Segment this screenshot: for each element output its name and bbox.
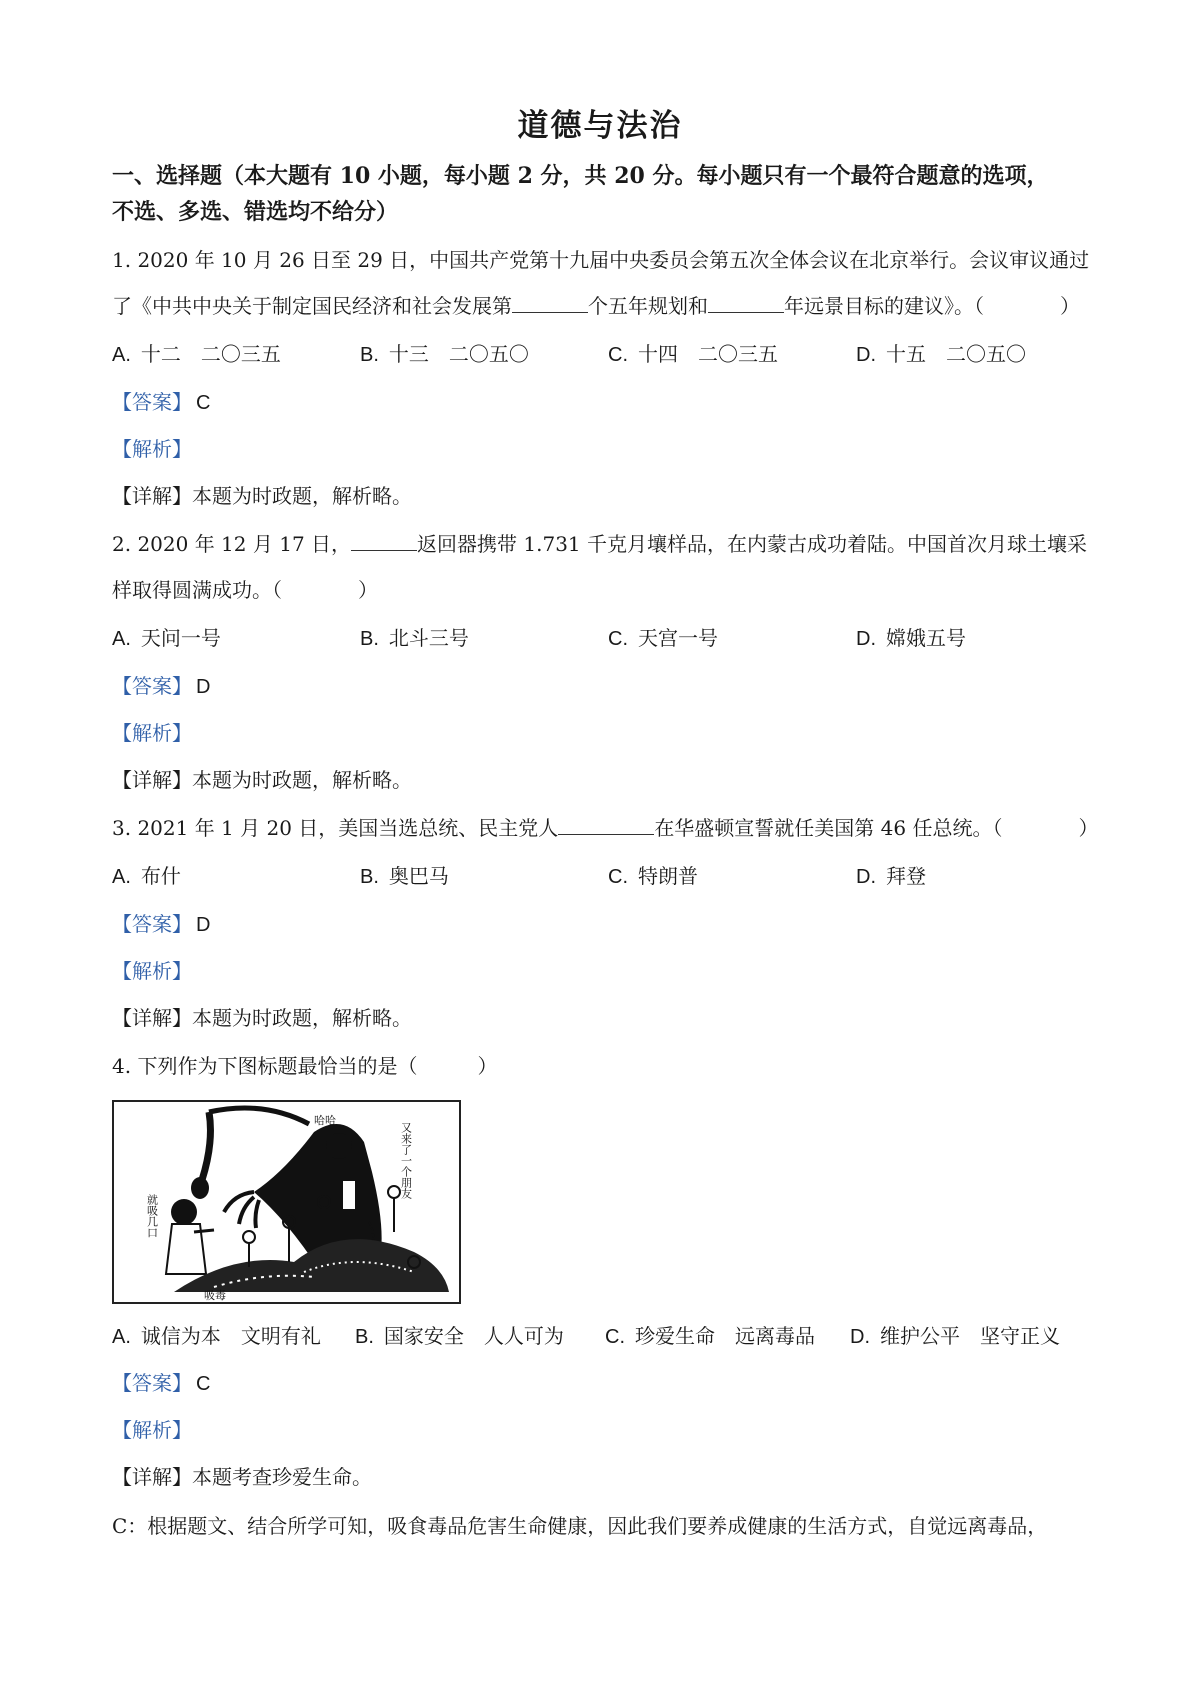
q4-option-c: C. 珍爱生命 远离毒品 <box>605 1324 815 1348</box>
q3-option-d: D. 拜登 <box>856 864 926 888</box>
q4-option-b: B. 国家安全 人人可为 <box>355 1324 564 1348</box>
q1-option-b: B. 十三 二〇五〇 <box>360 342 529 366</box>
q3-blank <box>558 816 654 835</box>
q3-option-c: C. 特朗普 <box>608 864 698 888</box>
q2-option-b: B. 北斗三号 <box>360 626 469 650</box>
q3-option-b: B. 奥巴马 <box>360 864 449 888</box>
q1-answer: 【答案】 C <box>112 390 211 414</box>
q3-line1: 3. 2021 年 1 月 20 日，美国当选总统、民主党人 在华盛顿宣誓就任美国第 46 任总统。（ ） <box>112 816 1099 840</box>
cartoon-illustration <box>114 1102 459 1302</box>
q1-option-a: A. 十二 二〇三五 <box>112 342 281 366</box>
q1-line2 <box>112 290 1080 319</box>
cartoon-laugh-text: 哈哈 <box>314 1114 336 1127</box>
q2-blank <box>351 532 417 551</box>
q4-line1: 4. 下列作为下图标题最恰当的是（ ） <box>112 1054 498 1078</box>
q3-option-a: A. 布什 <box>112 864 181 888</box>
section-heading-line2: 不选、多选、错选均不给分） <box>112 199 399 225</box>
q1-detail: 【详解】本题为时政题，解析略。 <box>112 484 412 508</box>
page-title: 道德与法治 <box>517 108 683 144</box>
q2-option-a: A. 天问一号 <box>112 626 221 650</box>
section-heading-line1: 一、选择题（本大题有 10 小题，每小题 2 分，共 20 分。每小题只有一个最符合题意的选项， <box>112 163 1049 189</box>
q4-option-a: A. 诚信为本 文明有礼 <box>112 1324 321 1348</box>
q4-analysis: 【解析】 <box>112 1418 192 1442</box>
q2-answer: 【答案】 D <box>112 674 211 698</box>
q3-detail: 【详解】本题为时政题，解析略。 <box>112 1006 412 1030</box>
q2-option-d: D. 嫦娥五号 <box>856 626 966 650</box>
cartoon-kid-text: 就吸几口 <box>145 1194 159 1238</box>
q1-line1: 1. 2020 年 10 月 26 日至 29 日，中国共产党第十九届中央委员会第五次全体会议在北京举行。会议审议通过 <box>112 248 1090 272</box>
q1-blank-1 <box>512 294 588 313</box>
q1-line2-text-b: 个五年规划和 <box>588 294 708 318</box>
q1-line2-text-a: 了《中共中央关于制定国民经济和社会发展第 <box>112 294 512 318</box>
q1-option-d: D. 十五 二〇五〇 <box>856 342 1026 366</box>
q4-option-d: D. 维护公平 坚守正义 <box>850 1324 1060 1348</box>
anti-drug-cartoon <box>112 1100 461 1304</box>
q4-detail: 【详解】本题考查珍爱生命。 <box>112 1465 372 1489</box>
q4-explanation: C：根据题文、结合所学可知，吸食毒品危害生命健康，因此我们要养成健康的生活方式，自觉远离毒品， <box>112 1514 1048 1538</box>
q1-blank-2 <box>708 294 784 313</box>
section-heading <box>112 158 1102 230</box>
q2-analysis: 【解析】 <box>112 721 192 745</box>
q2-line1: 2. 2020 年 12 月 17 日， 返回器携带 1.731 千克月壤样品，在内蒙古成功着陆。中国首次月球土壤采 <box>112 532 1088 556</box>
q2-option-c: C. 天宫一号 <box>608 626 718 650</box>
cartoon-ground-text: 吸毒 <box>204 1289 226 1302</box>
q1-line2-text-d: ） <box>1060 294 1080 318</box>
q3-answer: 【答案】 D <box>112 912 211 936</box>
cartoon-side-text: 又来了一个朋友 <box>399 1122 413 1199</box>
q4-answer: 【答案】 C <box>112 1371 211 1395</box>
q1-line2-text-c: 年远景目标的建议》。（ <box>784 294 984 318</box>
q3-analysis: 【解析】 <box>112 959 192 983</box>
q1-option-c: C. 十四 二〇三五 <box>608 342 778 366</box>
q1-analysis: 【解析】 <box>112 437 192 461</box>
q2-detail: 【详解】本题为时政题，解析略。 <box>112 768 412 792</box>
q2-line2: 样取得圆满成功。（ ） <box>112 578 378 602</box>
